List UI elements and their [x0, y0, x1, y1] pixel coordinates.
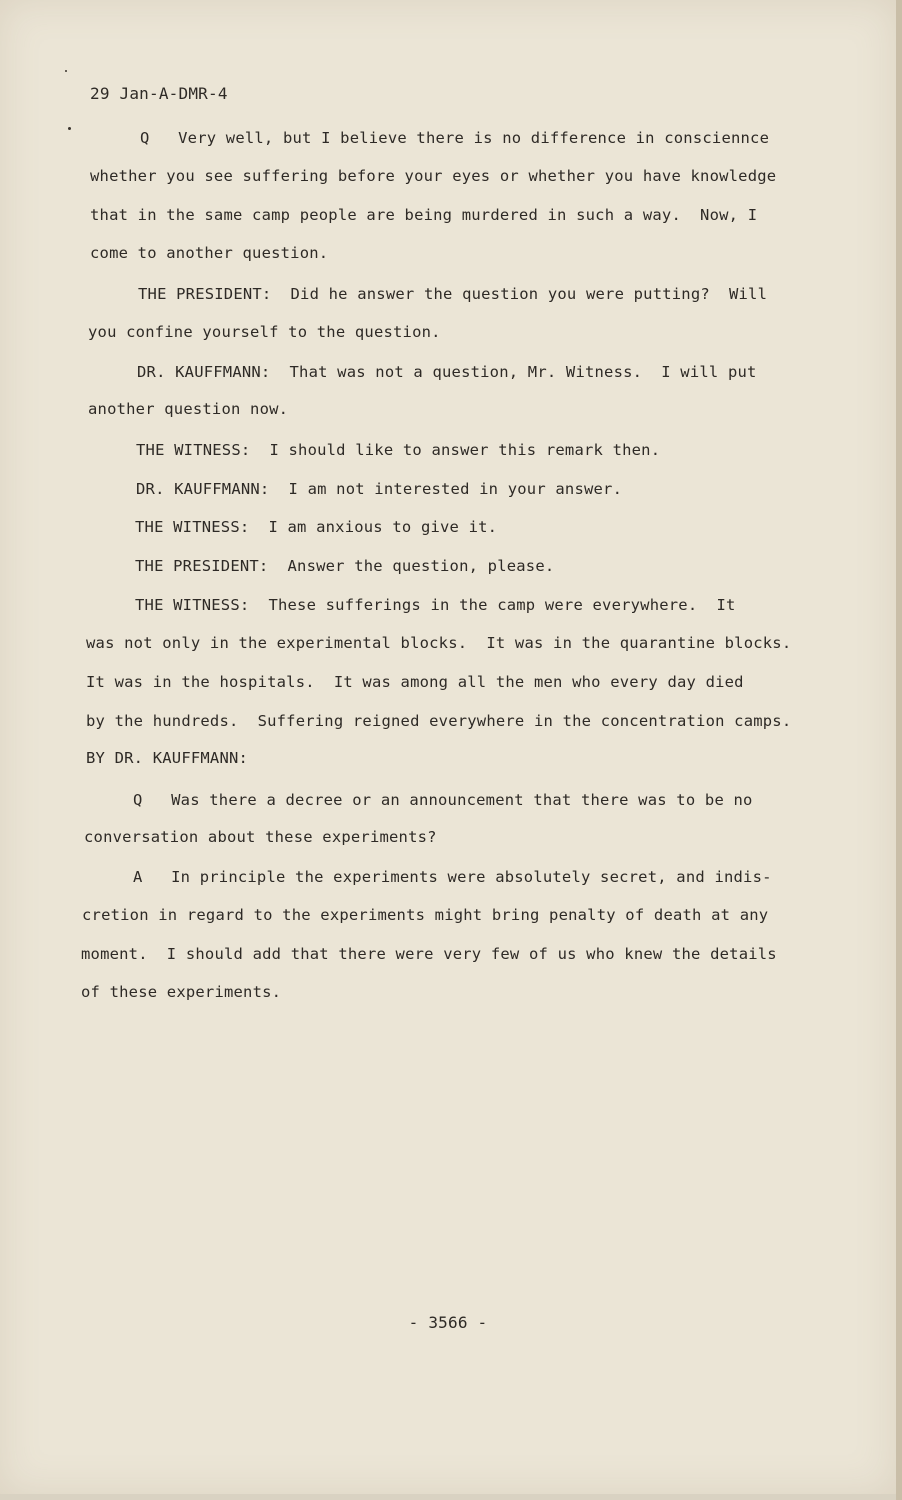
transcript-line: THE PRESIDENT: Did he answer the question you were putting? Will [138, 285, 768, 303]
transcript-line: another question now. [88, 400, 289, 418]
transcript-line: cretion in regard to the experiments might bring penalty of death at any [82, 906, 769, 924]
transcript-line: that in the same camp people are being murdered in such a way. Now, I [90, 206, 758, 224]
ink-speck [65, 70, 67, 72]
transcript-line: conversation about these experiments? [84, 828, 437, 846]
transcript-line: DR. KAUFFMANN: That was not a question, Mr. Witness. I will put [137, 363, 757, 381]
transcript-line: by the hundreds. Suffering reigned everywhere in the concentration camps. [86, 712, 792, 730]
document-header: 29 Jan-A-DMR-4 [90, 84, 228, 103]
transcript-line: Q Was there a decree or an announcement that there was to be no [133, 791, 753, 809]
transcript-line: moment. I should add that there were very few of us who knew the details [81, 945, 777, 963]
transcript-line: come to another question. [90, 244, 329, 262]
transcript-line: THE WITNESS: These sufferings in the camp were everywhere. It [135, 596, 736, 614]
transcript-line: Q Very well, but I believe there is no difference in consciennce [140, 129, 770, 147]
transcript-line: whether you see suffering before your eyes or whether you have knowledge [90, 167, 777, 185]
transcript-line: THE WITNESS: I am anxious to give it. [135, 518, 498, 536]
transcript-line: THE WITNESS: I should like to answer this remark then. [136, 441, 661, 459]
transcript-line: was not only in the experimental blocks. It was in the quarantine blocks. [86, 634, 792, 652]
transcript-line: you confine yourself to the question. [88, 323, 441, 341]
transcript-line: of these experiments. [81, 983, 282, 1001]
transcript-line: BY DR. KAUFFMANN: [86, 749, 249, 767]
page-number: - 3566 - [408, 1313, 488, 1332]
transcript-line: DR. KAUFFMANN: I am not interested in your answer. [136, 480, 623, 498]
page-edge [896, 0, 902, 1500]
transcript-line: A In principle the experiments were absolutely secret, and indis- [133, 868, 772, 886]
transcript-line: It was in the hospitals. It was among all the men who every day died [86, 673, 744, 691]
transcript-line: THE PRESIDENT: Answer the question, please. [135, 557, 555, 575]
ink-speck [68, 127, 71, 130]
